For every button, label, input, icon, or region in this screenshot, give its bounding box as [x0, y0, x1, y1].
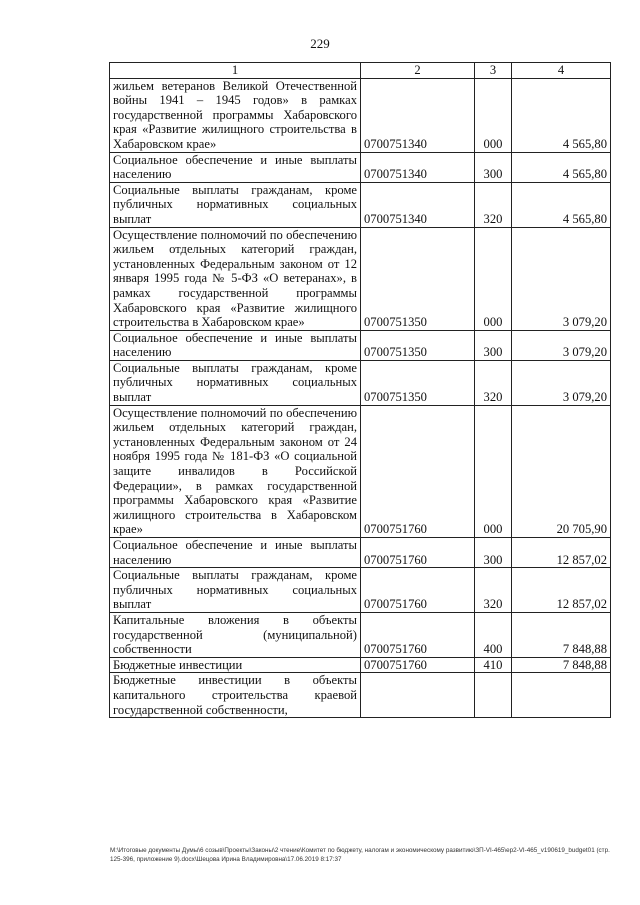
row-code: 0700751760: [361, 538, 475, 568]
row-name: Бюджетные инвестиции в объекты капитального строительства краевой государственной собственности,: [110, 673, 361, 718]
row-type: 410: [475, 657, 512, 673]
table-row: [110, 330, 611, 360]
column-header-4: 4: [512, 63, 611, 79]
row-code: 0700751760: [361, 405, 475, 537]
table-row: [110, 673, 611, 718]
table-row: [110, 227, 611, 330]
row-amount: 3 079,20: [512, 360, 611, 405]
table-row: [110, 360, 611, 405]
row-code: 0700751340: [361, 182, 475, 227]
row-type: 320: [475, 360, 512, 405]
row-name: Социальное обеспечение и иные выплаты населению: [110, 330, 361, 360]
row-type: 000: [475, 78, 512, 152]
row-code: [361, 673, 475, 718]
row-amount: 12 857,02: [512, 568, 611, 613]
row-type: 000: [475, 227, 512, 330]
row-amount: 4 565,80: [512, 152, 611, 182]
row-code: 0700751350: [361, 330, 475, 360]
row-amount: 4 565,80: [512, 78, 611, 152]
row-amount: 3 079,20: [512, 227, 611, 330]
row-code: 0700751340: [361, 152, 475, 182]
table-header-row: [110, 63, 611, 79]
table-row: [110, 182, 611, 227]
row-type: 320: [475, 568, 512, 613]
row-type: 300: [475, 152, 512, 182]
row-name: Социальные выплаты гражданам, кроме публичных нормативных социальных выплат: [110, 182, 361, 227]
row-name: Осуществление полномочий по обеспечению жильем отдельных категорий граждан, установленных Федеральным законом от 24 ноября 1995 года № 181-ФЗ «О социальной защите инвалидов в Российской Федерации», в рамках государственной программы Хабаровского края «Развитие жилищного строительства в Хабаровском крае»: [110, 405, 361, 537]
row-code: 0700751350: [361, 360, 475, 405]
row-amount: 3 079,20: [512, 330, 611, 360]
row-type: 400: [475, 612, 512, 657]
row-name: Осуществление полномочий по обеспечению жильем отдельных категорий граждан, установленных Федеральным законом от 12 января 1995 года № 5-ФЗ «О ветеранах», в рамках государственной программы Хабаровского края «Развитие жилищного строительства в Хабаровском крае»: [110, 227, 361, 330]
row-code: 0700751760: [361, 568, 475, 613]
row-code: 0700751350: [361, 227, 475, 330]
page-number: 229: [310, 36, 330, 51]
row-type: 320: [475, 182, 512, 227]
footer-file-path: M:\Итоговые документы Думы\6 созыв\Проекты\Законы\2 чтение\Комитет по бюджету, налогам и экономическому развитию\ЗП-VI-465\ер2-VI-465_v190619_budget01 (стр.125-396, приложение 9).docx\Шецова Ирина Владимировна\17.06.2019 8:17:37: [110, 847, 610, 863]
row-name: Социальное обеспечение и иные выплаты населению: [110, 538, 361, 568]
row-name: жильем ветеранов Великой Отечественной войны 1941 – 1945 годов» в рамках государственной программы Хабаровского края «Развитие жилищного строительства в Хабаровском крае»: [110, 78, 361, 152]
row-name: Социальные выплаты гражданам, кроме публичных нормативных социальных выплат: [110, 568, 361, 613]
row-type: 300: [475, 330, 512, 360]
row-code: 0700751760: [361, 657, 475, 673]
row-name: Социальное обеспечение и иные выплаты населению: [110, 152, 361, 182]
budget-table: [109, 62, 611, 718]
table-row: [110, 538, 611, 568]
row-amount: [512, 673, 611, 718]
table-row: [110, 568, 611, 613]
column-header-2: 2: [361, 63, 475, 79]
row-type: [475, 673, 512, 718]
row-amount: 7 848,88: [512, 612, 611, 657]
row-name: Капитальные вложения в объекты государственной (муниципальной) собственности: [110, 612, 361, 657]
table-row: [110, 612, 611, 657]
column-header-3: 3: [475, 63, 512, 79]
table-row: [110, 657, 611, 673]
row-amount: 4 565,80: [512, 182, 611, 227]
table-row: [110, 152, 611, 182]
row-name: Бюджетные инвестиции: [110, 657, 361, 673]
row-code: 0700751340: [361, 78, 475, 152]
row-amount: 7 848,88: [512, 657, 611, 673]
row-name: Социальные выплаты гражданам, кроме публичных нормативных социальных выплат: [110, 360, 361, 405]
row-amount: 12 857,02: [512, 538, 611, 568]
row-type: 300: [475, 538, 512, 568]
row-code: 0700751760: [361, 612, 475, 657]
row-amount: 20 705,90: [512, 405, 611, 537]
row-type: 000: [475, 405, 512, 537]
table-row: [110, 78, 611, 152]
column-header-1: 1: [110, 63, 361, 79]
table-row: [110, 405, 611, 537]
